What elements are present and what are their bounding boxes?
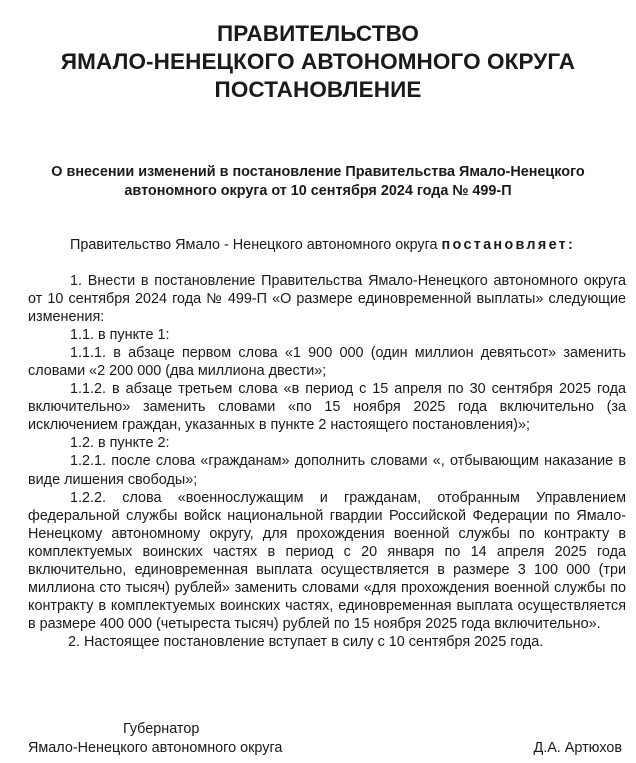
preamble-decree-word: постановляет: [441, 237, 576, 253]
preamble [70, 236, 626, 254]
paragraph-item-1-2: 1.2. в пункте 2: [70, 435, 170, 452]
paragraph-item-1: 1. Внести в постановление Правительства Ямало-Ненецкого автономного округа от 10 сентября 2024 года № 499-П «О размере единовременной выплаты» следующие изменения: [28, 273, 626, 326]
paragraph-item-1-1-2: 1.1.2. в абзаце третьем слова «в период с 15 апреля по 30 сентября 2025 года включительно» заменить словами «по 15 ноября 2025 года включительно (за исключением граждан, указанных в пункте 2 настоящего постановления)»; [28, 381, 626, 434]
signature-position-title: Губернатор [123, 721, 200, 737]
document-body [28, 272, 626, 651]
paragraph-item-2: 2. Настоящее постановление вступает в силу с 10 сентября 2025 года. [68, 633, 544, 650]
paragraph-item-1-2-1: 1.2.1. после слова «гражданам» дополнить словами «, отбывающим наказание в виде лишения свободы»; [28, 453, 626, 488]
document-title: О внесении изменений в постановление Правительства Ямало-Ненецкого автономного округа от 10 сентября 2024 года № 499-П [51, 164, 585, 199]
paragraph-item-1-2-2: 1.2.2. слова «военнослужащим и гражданам, отобранным Управлением федеральной службы войск национальной гвардии Российской Федерации по Ямало-Ненецкому автономному округу, для прохождения военной службы по контракту в комплектуемых воинских частях в период с 20 января по 14 апреля 2025 года включительно, единовременная выплата осуществляется в размере 3 100 000 (три миллиона сто тысяч) рублей» заменить словами «для прохождения военной службы по контракту в комплектуемых воинских частях, единовременная выплата осуществляется в размере 400 000 (четыреста тысяч) рублей по 15 ноября 2025 года включительно». [28, 489, 626, 632]
paragraph-item-1-1-1: 1.1.1. в абзаце первом слова «1 900 000 (один миллион девятьсот» заменить словами «2 200 000 (два миллиона двести»; [28, 345, 626, 380]
document-header [0, 20, 636, 104]
signature-name: Д.А. Артюхов [533, 740, 622, 756]
signature-position-region: Ямало-Ненецкого автономного округа [28, 740, 283, 756]
preamble-text: Правительство Ямало - Ненецкого автономного округа [70, 237, 442, 253]
header-government: ПРАВИТЕЛЬСТВО [217, 21, 419, 46]
header-region: ЯМАЛО-НЕНЕЦКОГО АВТОНОМНОГО ОКРУГА [60, 49, 576, 74]
header-doc-type: ПОСТАНОВЛЕНИЕ [214, 77, 422, 102]
paragraph-item-1-1: 1.1. в пункте 1: [70, 327, 170, 344]
